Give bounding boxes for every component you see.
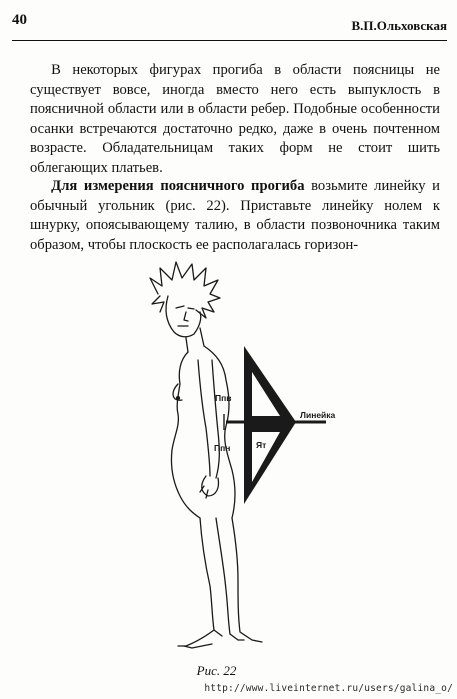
- leg-back: [232, 518, 262, 642]
- paragraph-2-text: [30, 177, 440, 255]
- watermark-url: http://www.liveinternet.ru/users/galina_o/: [204, 683, 453, 694]
- label-yat: Ят: [256, 440, 267, 450]
- arm: [198, 360, 219, 478]
- label-ruler: Линейка: [300, 410, 336, 420]
- front-contour: [171, 352, 200, 518]
- back-contour: [204, 346, 235, 518]
- face-sketch: [166, 296, 201, 337]
- label-lt: Лт: [255, 394, 266, 404]
- paragraph-2-bold-lead: Для измерения поясничного прогиба: [51, 178, 305, 194]
- hand: [200, 476, 219, 498]
- label-ppn: Ппн: [214, 443, 231, 453]
- paragraph-1: [30, 61, 440, 179]
- paragraph-1-text: В некоторых фигурах прогиба в области поясницы не существует вовсе, иногда вместо него есть выпуклость в поясничной области или в области ребер. Подобные особенности осанки встречаются достаточно редко, даже в очень почтенном возрасте. Обладательницам таких форм не стоит шить облегающих платьев.: [30, 62, 440, 176]
- label-ppv: Ппв: [215, 393, 232, 403]
- page-number: 40: [12, 12, 27, 28]
- figure-22-illustration: [120, 256, 360, 656]
- paragraph-2-rest: возьмите линейку и обычный угольник (рис. 22). Приставьте линейку нолем к шнурку, опоясывающему талию, в области позвоночника таким образом, чтобы плоскость ее располагалась горизон-: [30, 178, 440, 253]
- leg-front: [178, 518, 214, 646]
- triangle-square: [244, 346, 296, 504]
- figure-caption: [0, 663, 457, 679]
- running-header-author: В.П.Ольховская: [351, 18, 447, 33]
- header-rule: [12, 40, 447, 41]
- figure-caption-text: Рис. 22: [196, 663, 237, 678]
- paragraph-2: [30, 177, 440, 255]
